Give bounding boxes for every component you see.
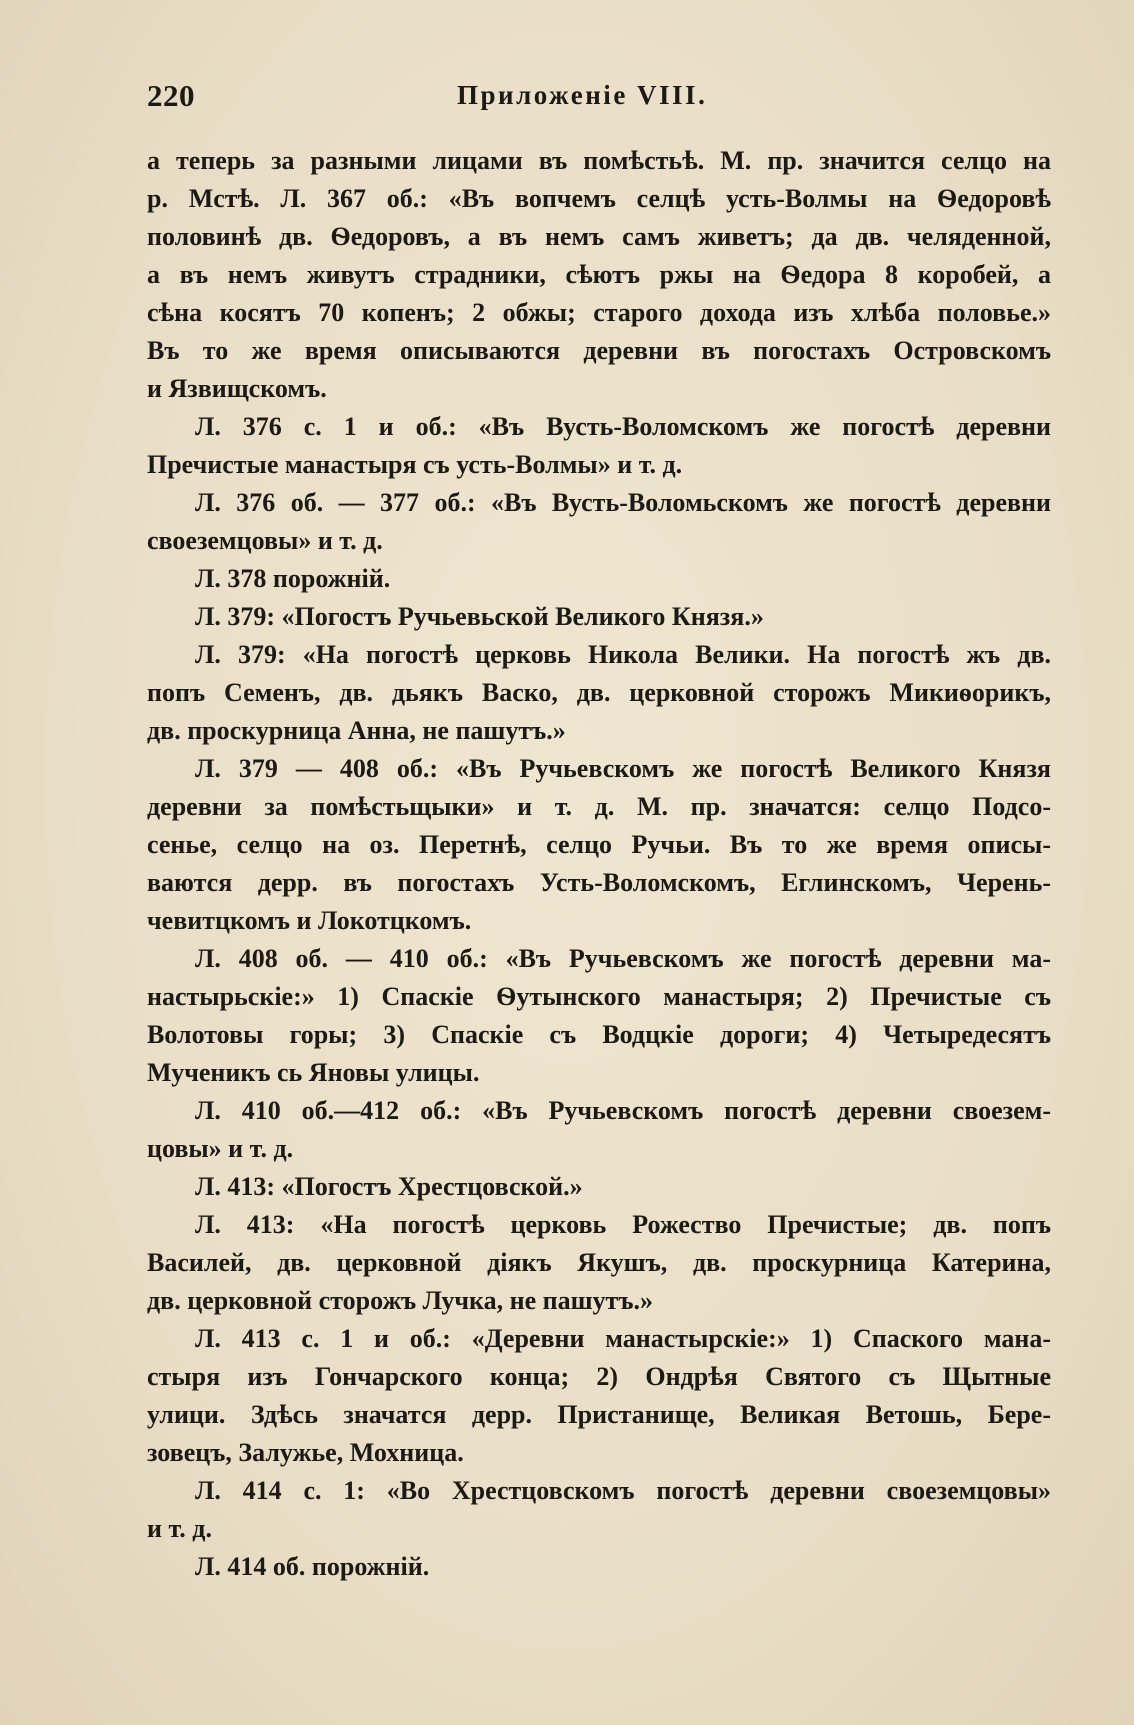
text-line: р. Мстѣ. Л. 367 об.: «Въ вопчемъ селцѣ усть-Волмы на Ѳедоровѣ: [147, 184, 1051, 213]
text-line: Волотовы горы; 3) Спаскіе съ Водцкіе дороги; 4) Четыредесятъ: [147, 1020, 1051, 1049]
body-text: [147, 142, 1051, 1586]
text-line: стыря изъ Гончарского конца; 2) Ондрѣя Святого съ Щытные: [147, 1362, 1051, 1391]
text-line: сенье, селцо на оз. Перетнѣ, селцо Ручьи. Въ то же время описы-: [147, 830, 1051, 859]
text-line: Л. 410 об.—412 об.: «Въ Ручьевскомъ погостѣ деревни своезем-: [195, 1096, 1051, 1125]
text-line: ваются дерр. въ погостахъ Усть-Воломскомъ, Еглинскомъ, Черень-: [147, 868, 1051, 897]
text-line: и Язвищскомъ.: [147, 374, 327, 403]
running-head: Приложеніе VIII.: [457, 80, 708, 110]
text-line: Л. 376 с. 1 и об.: «Въ Вусть-Воломскомъ же погостѣ деревни: [195, 412, 1051, 441]
text-line: Л. 408 об. — 410 об.: «Въ Ручьевскомъ же погостѣ деревни ма-: [195, 944, 1051, 973]
page-number: 220: [147, 78, 195, 113]
text-line: Л. 413 с. 1 и об.: «Деревни манастырскіе:» 1) Спаского мана-: [195, 1324, 1051, 1353]
text-line: Л. 413: «Погостъ Хрестцовской.»: [195, 1172, 583, 1201]
text-line: Василей, дв. церковной діякъ Якушъ, дв. проскурница Катерина,: [147, 1248, 1051, 1277]
text-line: настырьскіе:» 1) Спаскіе Ѳутынского манастыря; 2) Пречистые съ: [147, 982, 1051, 1011]
text-line: и т. д.: [147, 1514, 212, 1543]
text-line: Л. 379: «Погостъ Ручьевьской Великого Князя.»: [195, 602, 764, 631]
text-line: деревни за помѣстьщыки» и т. д. М. пр. значатся: селцо Подсо-: [147, 792, 1051, 821]
text-line: Л. 379: «На погостѣ церковь Никола Велики. На погостѣ жъ дв.: [195, 640, 1051, 669]
text-line: чевитцкомъ и Локотцкомъ.: [147, 906, 472, 935]
page-header: [147, 78, 1053, 118]
text-line: Пречистые манастыря съ усть-Волмы» и т. д.: [147, 450, 683, 479]
text-line: Л. 379 — 408 об.: «Въ Ручьевскомъ же погостѣ Великого Князя: [195, 754, 1051, 783]
text-line: Въ то же время описываются деревни въ погостахъ Островскомъ: [147, 336, 1051, 365]
text-line: дв. проскурница Анна, не пашутъ.»: [147, 716, 566, 745]
text-line: Мученикъ сь Яновы улицы.: [147, 1058, 480, 1087]
text-line: Л. 414 с. 1: «Во Хрестцовскомъ погостѣ деревни своеземцовы»: [195, 1476, 1051, 1505]
text-line: а теперь за разными лицами въ помѣстьѣ. М. пр. значится селцо на: [147, 146, 1051, 175]
text-line: Л. 378 порожній.: [195, 564, 391, 593]
text-line: цовы» и т. д.: [147, 1134, 294, 1163]
text-line: Л. 414 об. порожній.: [195, 1552, 430, 1581]
text-line: попъ Семенъ, дв. дьякъ Васко, дв. церковной сторожъ Микиѳорикъ,: [147, 678, 1051, 707]
text-line: половинѣ дв. Ѳедоровъ, а въ немъ самъ живетъ; да дв. челяденной,: [147, 222, 1051, 251]
text-line: Л. 376 об. — 377 об.: «Въ Вусть-Воломьскомъ же погостѣ деревни: [195, 488, 1051, 517]
text-line: сѣна косятъ 70 копенъ; 2 обжы; старого дохода изъ хлѣба половье.»: [147, 298, 1051, 327]
text-line: своеземцовы» и т. д.: [147, 526, 383, 555]
text-line: улици. Здѣсь значатся дерр. Пристанище, Великая Ветошь, Бере-: [147, 1400, 1051, 1429]
text-line: а въ немъ живутъ страдники, сѣютъ ржы на Ѳедора 8 коробей, а: [147, 260, 1051, 289]
text-line: дв. церковной сторожъ Лучка, не пашутъ.»: [147, 1286, 653, 1315]
text-line: зовецъ, Залужье, Мохница.: [147, 1438, 464, 1467]
text-line: Л. 413: «На погостѣ церковь Рожество Пречистые; дв. попъ: [195, 1210, 1051, 1239]
